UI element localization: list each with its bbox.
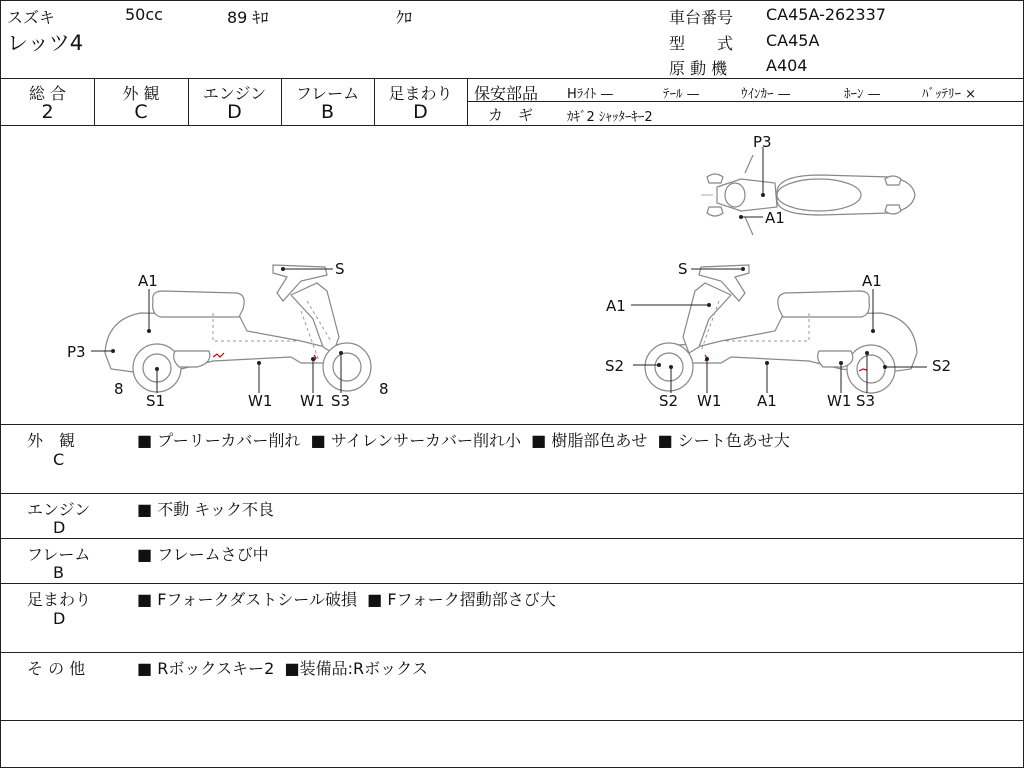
label-left-s1: S1 <box>146 392 166 410</box>
remark-label-frame: フレーム <box>27 545 91 564</box>
remark-items-exterior: ■ プーリーカバー削れ ■ サイレンサーカバー削れ小 ■ 樹脂部色あせ ■ シート色あせ大 <box>137 431 790 450</box>
label-right-w1-b: W1 <box>827 392 852 410</box>
safety-item-horn: ﾎｰﾝ — <box>844 87 881 102</box>
divider <box>1 583 1023 584</box>
grade-label-frame: フレーム <box>295 84 360 103</box>
remark-grade-engine: D <box>53 518 66 537</box>
remark-grade-exterior: C <box>53 450 65 469</box>
key-value: ｶｷﾞ2 ｼｬｯﾀｰｷｰ2 <box>567 110 653 125</box>
grade-value-overall: 2 <box>41 101 54 123</box>
scooter-diagram <box>1 126 1023 424</box>
safety-item-battery: ﾊﾞｯﾃﾘｰ × <box>922 87 977 102</box>
remark-label-engine: エンジン <box>27 500 91 519</box>
divider <box>1 538 1023 539</box>
label-left-8-rear: 8 <box>379 380 389 398</box>
grade-label-overall: 総 合 <box>28 84 67 103</box>
remark-grade-frame: B <box>53 563 64 582</box>
grade-value-engine: D <box>227 101 242 123</box>
remark-label-suspension: 足まわり <box>27 590 92 609</box>
grade-value-exterior: C <box>134 101 148 123</box>
scooter-right-view <box>605 260 951 410</box>
color: ｸﾛ <box>396 8 413 27</box>
safety-label: 保安部品 <box>474 84 539 103</box>
label-top-a1: A1 <box>765 209 785 227</box>
type-label: 型 式 <box>669 34 734 53</box>
remark-grade-suspension: D <box>53 609 66 628</box>
remark-items-engine: ■ 不動 キック不良 <box>137 500 274 519</box>
divider <box>1 424 1023 425</box>
remark-items-suspension: ■ Fフォークダストシール破損 ■ Fフォーク摺動部さび大 <box>137 590 556 609</box>
grade-label-exterior: 外 観 <box>122 84 160 103</box>
label-left-s: S <box>335 260 345 278</box>
displacement: 50cc <box>125 5 163 24</box>
label-left-8-front: 8 <box>114 380 124 398</box>
frame-no-label: 車台番号 <box>669 8 734 27</box>
divider <box>1 720 1023 721</box>
label-right-s2-front: S2 <box>605 357 625 375</box>
label-left-a1: A1 <box>138 272 158 290</box>
divider <box>1 652 1023 653</box>
grade-label-suspension: 足まわり <box>388 84 453 103</box>
label-right-a1-bottom: A1 <box>757 392 777 410</box>
remark-label-other: そ の 他 <box>27 659 86 678</box>
engine-label: 原 動 機 <box>669 59 728 78</box>
label-right-a1-seat: A1 <box>862 272 882 290</box>
divider <box>1 493 1023 494</box>
safety-item-headlight: Hﾗｲﾄ — <box>567 87 614 102</box>
maker: スズキ <box>7 8 56 27</box>
divider <box>1 78 1023 79</box>
grade-value-frame: B <box>320 101 335 123</box>
grade-value-suspension: D <box>413 101 428 123</box>
label-top-p3: P3 <box>753 133 772 151</box>
label-left-w1-b: W1 <box>300 392 325 410</box>
label-right-s2-wheel: S2 <box>659 392 679 410</box>
label-right-s: S <box>678 260 688 278</box>
safety-item-winker: ｳｲﾝｶｰ — <box>741 87 791 102</box>
scooter-left-view <box>67 260 389 410</box>
engine-value: A404 <box>766 56 808 75</box>
label-right-s3: S3 <box>856 392 876 410</box>
label-right-a1-front: A1 <box>606 297 626 315</box>
label-right-s2-rear: S2 <box>932 357 952 375</box>
mileage: 89 ｷﾛ <box>227 8 269 27</box>
label-left-w1-a: W1 <box>248 392 273 410</box>
type-value: CA45A <box>766 31 820 50</box>
label-left-p3: P3 <box>67 343 86 361</box>
model-name: レッツ4 <box>7 31 84 55</box>
remark-items-other: ■ Rボックスキー2 ■装備品:Rボックス <box>137 659 429 678</box>
label-left-s3: S3 <box>331 392 351 410</box>
scooter-top-view <box>701 133 915 235</box>
frame-no: CA45A-262337 <box>766 5 886 24</box>
grade-label-engine: エンジン <box>202 84 267 103</box>
label-right-w1-a: W1 <box>697 392 722 410</box>
safety-item-tail: ﾃｰﾙ — <box>663 87 700 102</box>
remark-items-frame: ■ フレームさび中 <box>137 545 269 564</box>
remark-label-exterior: 外 観 <box>27 431 76 450</box>
key-label: カ ギ <box>488 106 534 124</box>
